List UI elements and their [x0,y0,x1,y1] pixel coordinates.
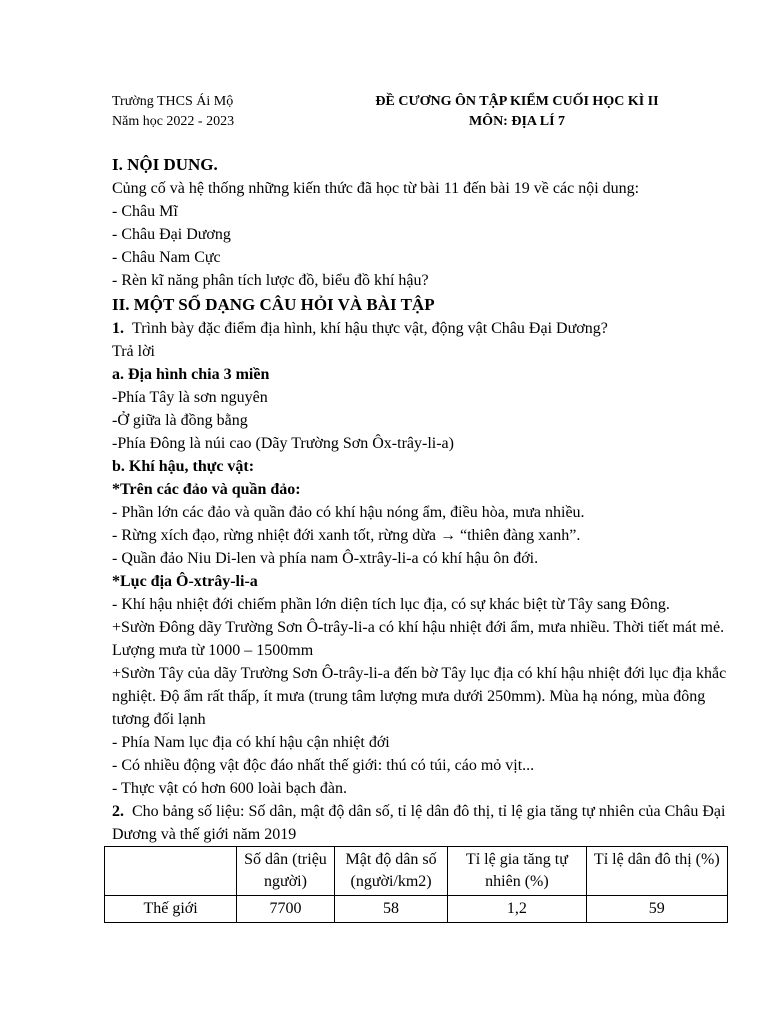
question-2-number: 2. [112,803,124,820]
school-name: Trường THCS Ái Mộ [112,94,234,109]
data-table [104,846,728,923]
continent-item: - Phía Nam lục địa có khí hậu cận nhiệt đới [112,734,390,751]
part-a-item: -Phía Đông là núi cao (Dãy Trường Sơn Ôx-trây-li-a) [112,435,454,452]
school-year: Năm học 2022 - 2023 [112,114,235,129]
table-cell: 1,2 [448,896,586,923]
part-a-item: -Ở giữa là đồng bằng [112,412,248,429]
table-cell: 58 [334,896,447,923]
question-2 [112,800,732,846]
table-header-cell: Mật độ dân số (người/km2) [334,847,447,896]
section1-intro: Củng cố và hệ thống những kiến thức đã học từ bài 11 đến bài 19 về các nội dung: [112,180,640,197]
table-cell: Thế giới [105,896,237,923]
continent-item: - Khí hậu nhiệt đới chiếm phần lớn diện tích lục địa, có sự khác biệt từ Tây sang Đông. [112,596,670,613]
table-header-cell: Tỉ lệ dân đô thị (%) [586,847,727,896]
table-row [105,896,728,923]
question-1-number: 1. [112,320,124,337]
table-header-cell [105,847,237,896]
section1-heading: I. NỘI DUNG. [112,155,218,174]
continent-item: +Sườn Đông dãy Trường Sơn Ô-trây-li-a có khí hậu nhiệt đới ẩm, mưa nhiều. Thời tiết mát mẻ. Lượng mưa từ 1000 – 1500mm [112,619,725,659]
islands-item: - Quần đảo Niu Di-len và phía nam Ô-xtrây-li-a có khí hậu ôn đới. [112,550,539,567]
answer-label: Trả lời [112,343,155,360]
part-b-heading: b. Khí hậu, thực vật: [112,458,255,475]
header-left [112,92,234,132]
table-header-cell: Tỉ lệ gia tăng tự nhiên (%) [448,847,586,896]
table-cell: 7700 [237,896,335,923]
continent-item: - Có nhiều động vật độc đáo nhất thế giới: thú có túi, cáo mỏ vịt... [112,757,535,774]
continent-item: - Thực vật có hơn 600 loài bạch đàn. [112,780,347,797]
section1-item: - Châu Đại Dương [112,226,231,243]
table-header-row [105,847,728,896]
section2-heading: II. MỘT SỐ DẠNG CÂU HỎI VÀ BÀI TẬP [112,295,435,314]
continent-item: +Sườn Tây của dãy Trường Sơn Ô-trây-li-a đến bờ Tây lục địa có khí hậu nhiệt đới lục địa khắc nghiệt. Độ ẩm rất thấp, ít mưa (trung tâm lượng mưa dưới 250mm). Mùa hạ nóng, mùa đông tương đối lạnh [112,665,727,728]
islands-item: - Rừng xích đạo, rừng nhiệt đới xanh tốt, rừng dừa → “thiên đàng xanh”. [112,527,581,544]
subject-title: MÔN: ĐỊA LÍ 7 [468,114,566,129]
part-a-heading: a. Địa hình chia 3 miền [112,366,270,383]
islands-heading: *Trên các đảo và quần đảo: [112,481,301,498]
question-1 [112,317,732,340]
document-body [112,152,732,923]
table-header-cell: Số dân (triệu người) [237,847,335,896]
section1-item: - Châu Mĩ [112,203,178,220]
part-a-item: -Phía Tây là sơn nguyên [112,389,268,406]
table-cell: 59 [586,896,727,923]
question-2-text: Cho bảng số liệu: Số dân, mật độ dân số, tỉ lệ dân đô thị, tỉ lệ gia tăng tự nhiên của Châu Đại Dương và thế giới năm 2019 [112,803,726,843]
header-right [357,92,677,132]
section1-item: - Châu Nam Cực [112,249,221,266]
question-1-text: Trình bày đặc điểm địa hình, khí hậu thực vật, động vật Châu Đại Dương? [132,320,608,337]
document-title: ĐỀ CƯƠNG ÔN TẬP KIỂM CUỐI HỌC KÌ II [375,94,659,109]
section1-item: - Rèn kĩ năng phân tích lược đồ, biểu đồ khí hậu? [112,272,429,289]
islands-item: - Phần lớn các đảo và quần đảo có khí hậu nóng ẩm, điều hòa, mưa nhiều. [112,504,585,521]
continent-heading: *Lục địa Ô-xtrây-li-a [112,573,258,590]
